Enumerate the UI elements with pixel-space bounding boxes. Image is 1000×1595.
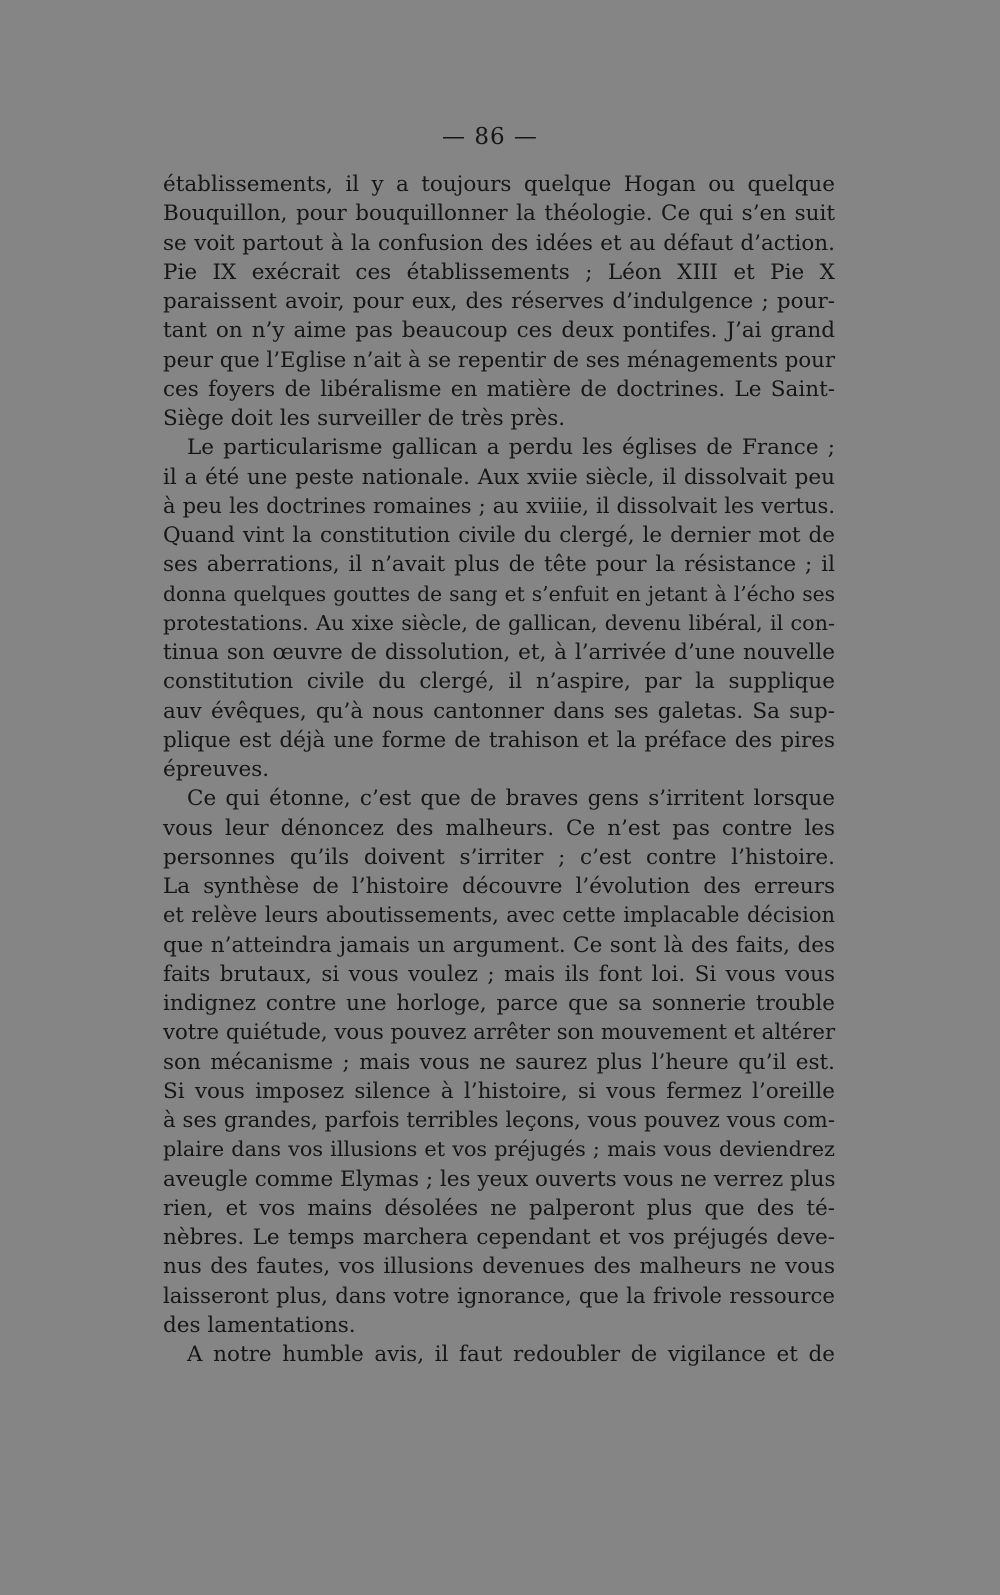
text-line: La synthèse de l’histoire découvre l’évolution des erreurs <box>163 874 835 899</box>
text-line: et relève leurs aboutissements, avec cette implacable décision <box>163 903 835 928</box>
text-line: indignez contre une horloge, parce que sa sonnerie trouble <box>163 991 835 1016</box>
page-number: — 86 — <box>442 124 538 150</box>
text-line: vous leur dénoncez des malheurs. Ce n’est pas contre les <box>163 815 835 841</box>
text-line: Si vous imposez silence à l’histoire, si vous fermez l’oreille <box>163 1078 835 1104</box>
text-line: protestations. Au xixe siècle, de gallican, devenu libéral, il con- <box>163 610 835 635</box>
text-line: Ce qui étonne, c’est que de braves gens s’irritent lorsque <box>187 786 835 812</box>
body-text <box>163 170 835 1369</box>
text-line: établissements, il y a toujours quelque Hogan ou quelque <box>163 172 835 197</box>
text-line: peur que l’Eglise n’ait à se repentir de ses ménagements pour <box>163 347 835 373</box>
text-line: tinua son œuvre de dissolution, et, à l’arrivée d’une nouvelle <box>163 640 835 665</box>
text-line: épreuves. <box>163 757 270 782</box>
text-line: que n’atteindra jamais un argument. Ce sont là des faits, des <box>163 932 835 958</box>
text-line: à peu les doctrines romaines ; au xviiie, il dissolvait les vertus. <box>163 493 835 518</box>
text-line: Bouquillon, pour bouquillonner la théologie. Ce qui s’en suit <box>163 201 835 227</box>
text-line: tant on n’y aime pas beaucoup ces deux pontifes. J’ai grand <box>163 318 835 344</box>
text-line: nèbres. Le temps marchera cependant et vos préjugés deve- <box>163 1225 835 1250</box>
text-line: Siège doit les surveiller de très près. <box>163 406 566 431</box>
text-line: ses aberrations, il n’avait plus de tête pour la résistance ; il <box>163 552 835 578</box>
text-line: donna quelques gouttes de sang et s’enfuit en jetant à l’écho ses <box>163 581 835 606</box>
text-line: A notre humble avis, il faut redoubler de vigilance et de <box>187 1342 835 1367</box>
text-line: paraissent avoir, pour eux, des réserves d’indulgence ; pour- <box>163 289 835 314</box>
text-line: auv évêques, qu’à nous cantonner dans ses galetas. Sa sup- <box>163 698 835 724</box>
text-line: à ses grandes, parfois terribles leçons, vous pouvez vous com- <box>163 1108 835 1133</box>
text-line: Le particularisme gallican a perdu les églises de France ; <box>187 435 835 461</box>
text-line: plaire dans vos illusions et vos préjugés ; mais vous deviendrez <box>163 1137 835 1162</box>
text-line: rien, et vos mains désolées ne palperont plus que des té- <box>163 1195 835 1221</box>
text-line: Quand vint la constitution civile du clergé, le dernier mot de <box>163 523 835 548</box>
text-line: constitution civile du clergé, il n’aspire, par la supplique <box>163 669 835 695</box>
text-line: aveugle comme Elymas ; les yeux ouverts vous ne verrez plus <box>163 1166 836 1192</box>
text-line: personnes qu’ils doivent s’irriter ; c’est contre l’histoire. <box>163 844 835 870</box>
text-line: laisseront plus, dans votre ignorance, que la frivole ressource <box>163 1283 835 1309</box>
text-line: des lamentations. <box>163 1312 356 1338</box>
text-line: ces foyers de libéralisme en matière de doctrines. Le Saint- <box>163 376 835 402</box>
text-line: plique est déjà une forme de trahison et la préface des pires <box>163 727 835 753</box>
text-line: son mécanisme ; mais vous ne saurez plus l’heure qu’il est. <box>163 1049 835 1075</box>
text-line: Pie IX exécrait ces établissements ; Léon XIII et Pie X <box>163 259 835 285</box>
text-line: votre quiétude, vous pouvez arrêter son mouvement et altérer <box>163 1020 836 1046</box>
text-line: faits brutaux, si vous voulez ; mais ils font loi. Si vous vous <box>163 961 835 987</box>
text-line: nus des fautes, vos illusions devenues des malheurs ne vous <box>163 1254 835 1280</box>
text-line: se voit partout à la confusion des idées et au défaut d’action. <box>163 230 835 256</box>
text-line: il a été une peste nationale. Aux xviie siècle, il dissolvait peu <box>163 464 835 490</box>
